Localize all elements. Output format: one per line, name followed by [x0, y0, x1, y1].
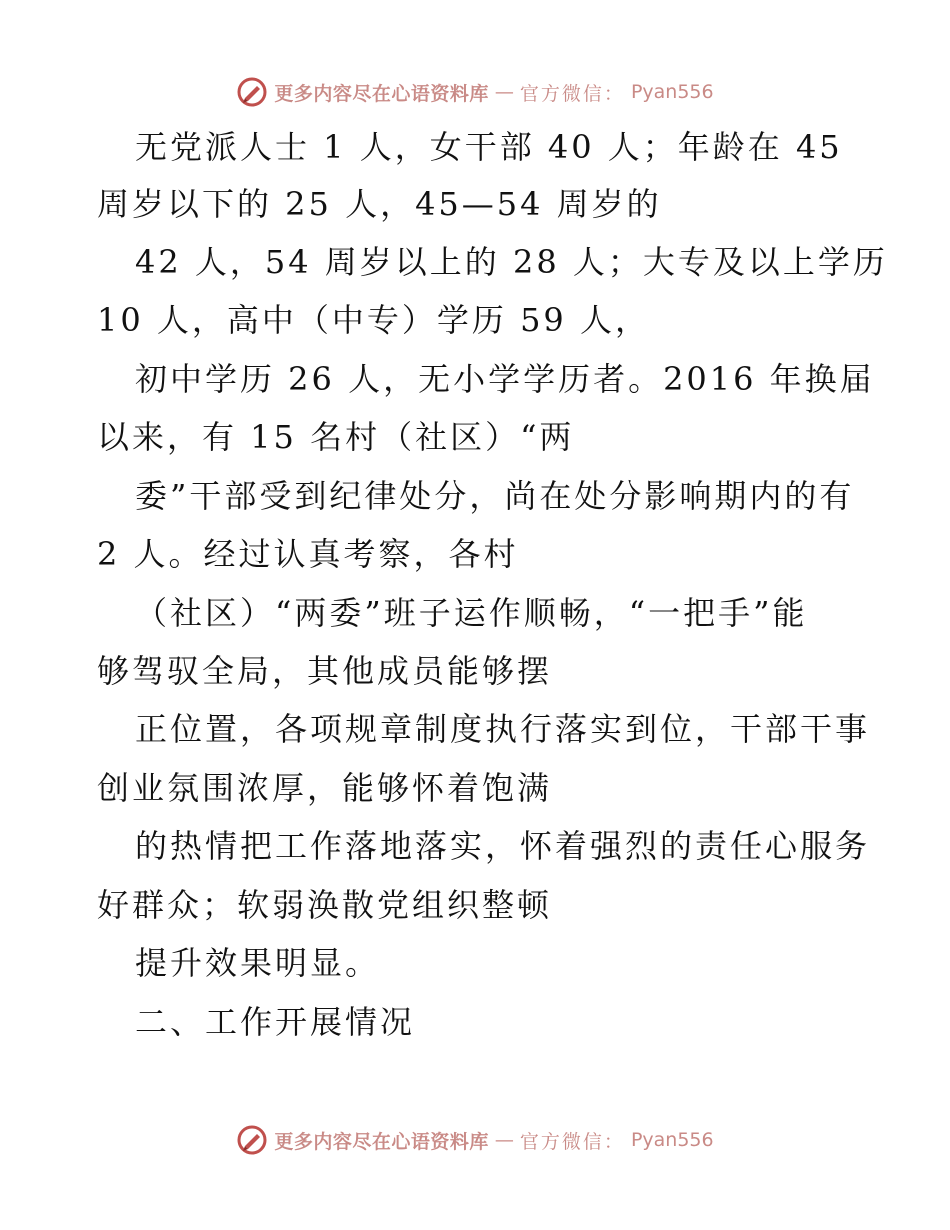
text-line: 正位置，各项规章制度执行落实到位，干部干事	[135, 710, 871, 748]
text-line: 提升效果明显。	[135, 944, 381, 982]
pen-logo-icon	[236, 1124, 268, 1156]
watermark-main-text: 更多内容尽在心语资料库	[274, 1130, 489, 1153]
text-line: 以来，有 15 名村（社区）“两	[97, 418, 575, 456]
header-watermark	[0, 72, 950, 112]
watermark-id: Pyan556	[630, 1129, 714, 1151]
watermark-dash: —	[494, 81, 514, 103]
watermark-dash: —	[494, 1129, 514, 1151]
text-line: 委”干部受到纪律处分，尚在处分影响期内的有	[135, 477, 855, 515]
watermark-label: 官方微信：	[519, 82, 625, 105]
text-line: 周岁以下的 25 人，45—54 周岁的	[97, 185, 662, 223]
section-heading: 二、工作开展情况	[135, 1003, 416, 1041]
text-line: 2 人。经过认真考察，各村	[97, 535, 519, 573]
watermark-main-text: 更多内容尽在心语资料库	[274, 82, 489, 105]
pen-logo-icon	[236, 76, 268, 108]
text-line: 10 人，高中（中专）学历 59 人，	[97, 301, 650, 339]
text-line: 42 人，54 周岁以上的 28 人；大专及以上学历	[135, 243, 888, 281]
text-line: 创业氛围浓厚，能够怀着饱满	[97, 769, 553, 807]
text-line: 够驾驭全局，其他成员能够摆	[97, 652, 553, 690]
watermark-id: Pyan556	[630, 81, 714, 103]
footer-watermark	[0, 1120, 950, 1160]
watermark-label: 官方微信：	[519, 1130, 625, 1153]
text-line: 无党派人士 1 人，女干部 40 人；年龄在 45	[135, 128, 843, 166]
text-line: 的热情把工作落地落实，怀着强烈的责任心服务	[135, 827, 871, 865]
text-line: （社区）“两委”班子运作顺畅，“一把手”能	[135, 594, 808, 632]
text-line: 初中学历 26 人，无小学学历者。2016 年换届	[135, 360, 875, 398]
text-line: 好群众；软弱涣散党组织整顿	[97, 886, 553, 924]
